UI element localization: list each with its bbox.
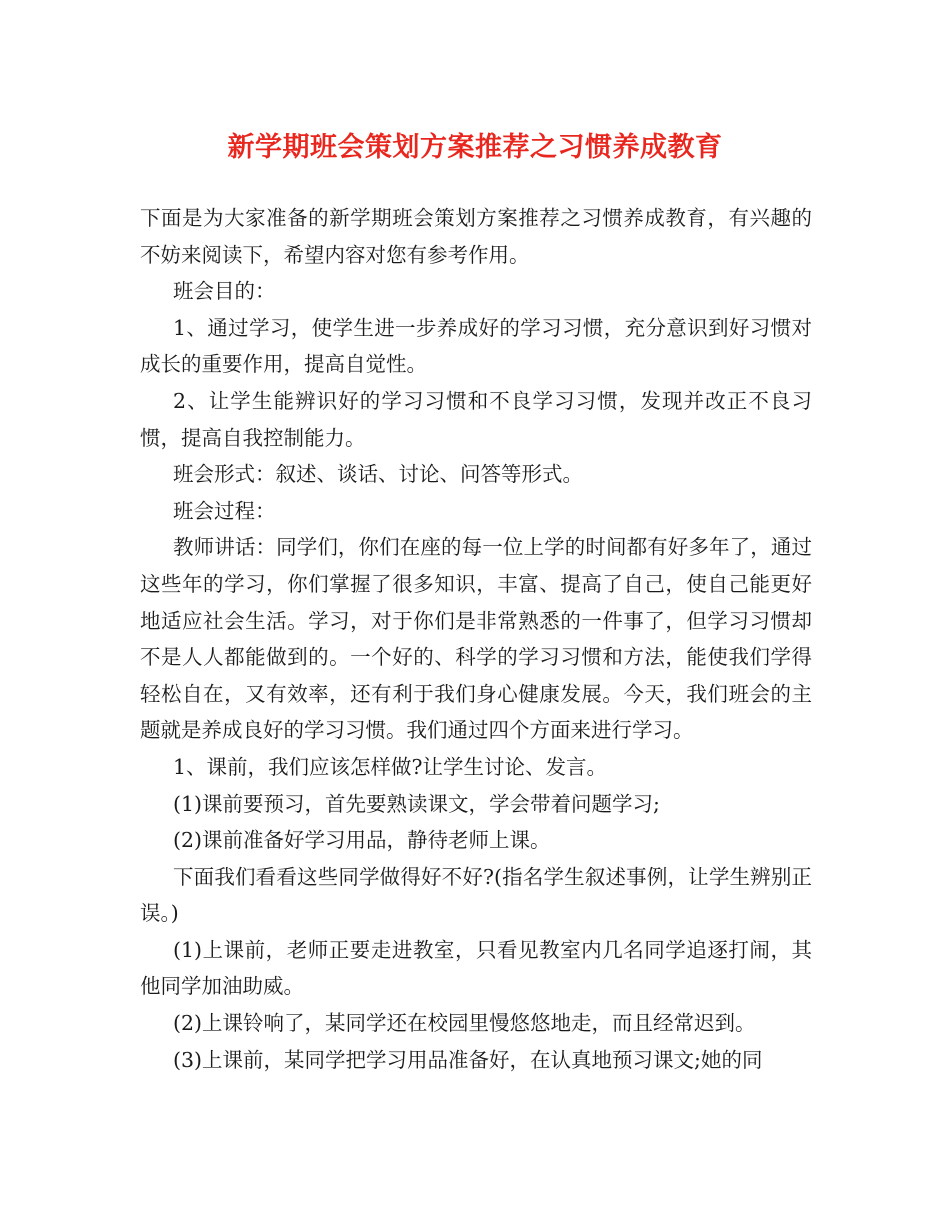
paragraph-process-heading: 班会过程： bbox=[173, 498, 276, 523]
paragraph-purpose-1: 1、通过学习，使学生进一步养成好的学习习惯，充分意识到好习惯对成长的重要作用，提高自觉性。 bbox=[140, 315, 812, 377]
document-body bbox=[140, 200, 812, 1078]
paragraph-intro: 下面是为大家准备的新学期班会策划方案推荐之习惯养成教育，有兴趣的不妨来阅读下，希望内容对您有参考作用。 bbox=[140, 206, 812, 267]
paragraph-judge-intro: 下面我们看看这些同学做得好不好?(指名学生叙述事例，让学生辨别正误。) bbox=[140, 864, 812, 926]
paragraph-teacher-speech: 教师讲话：同学们，你们在座的每一位上学的时间都有好多年了，通过这些年的学习，你们掌握了很多知识，丰富、提高了自己，使自己能更好地适应社会生活。学习，对于你们是非常熟悉的一件事了，但学习习惯却不是人人都能做到的。一个好的、科学的学习习惯和方法，能使我们学得轻松自在，又有效率，还有利于我们身心健康发展。今天，我们班会的主题就是养成良好的学习习惯。我们通过四个方面来进行学习。 bbox=[140, 535, 812, 743]
paragraph-purpose-heading: 班会目的： bbox=[173, 279, 276, 304]
paragraph-before-class: 1、课前，我们应该怎样做?让学生讨论、发言。 bbox=[173, 754, 608, 779]
paragraph-example-1: (1)上课前，老师正要走进教室，只看见教室内几名同学追逐打闹，其他同学加油助威。 bbox=[140, 937, 812, 999]
paragraph-before-class-1: (1)课前要预习，首先要熟读课文，学会带着问题学习; bbox=[173, 791, 660, 816]
paragraph-before-class-2: (2)课前准备好学习用品，静待老师上课。 bbox=[173, 828, 551, 853]
document-title: 新学期班会策划方案推荐之习惯养成教育 bbox=[227, 132, 723, 163]
paragraph-purpose-2: 2、让学生能辨识好的学习习惯和不良学习习惯，发现并改正不良习惯，提高自我控制能力。 bbox=[140, 388, 812, 450]
paragraph-example-3: (3)上课前，某同学把学习用品准备好，在认真地预习课文;她的同 bbox=[173, 1047, 763, 1072]
paragraph-format: 班会形式：叙述、谈话、讨论、问答等形式。 bbox=[173, 462, 583, 487]
paragraph-example-2: (2)上课铃响了，某同学还在校园里慢悠悠地走，而且经常迟到。 bbox=[173, 1011, 756, 1036]
